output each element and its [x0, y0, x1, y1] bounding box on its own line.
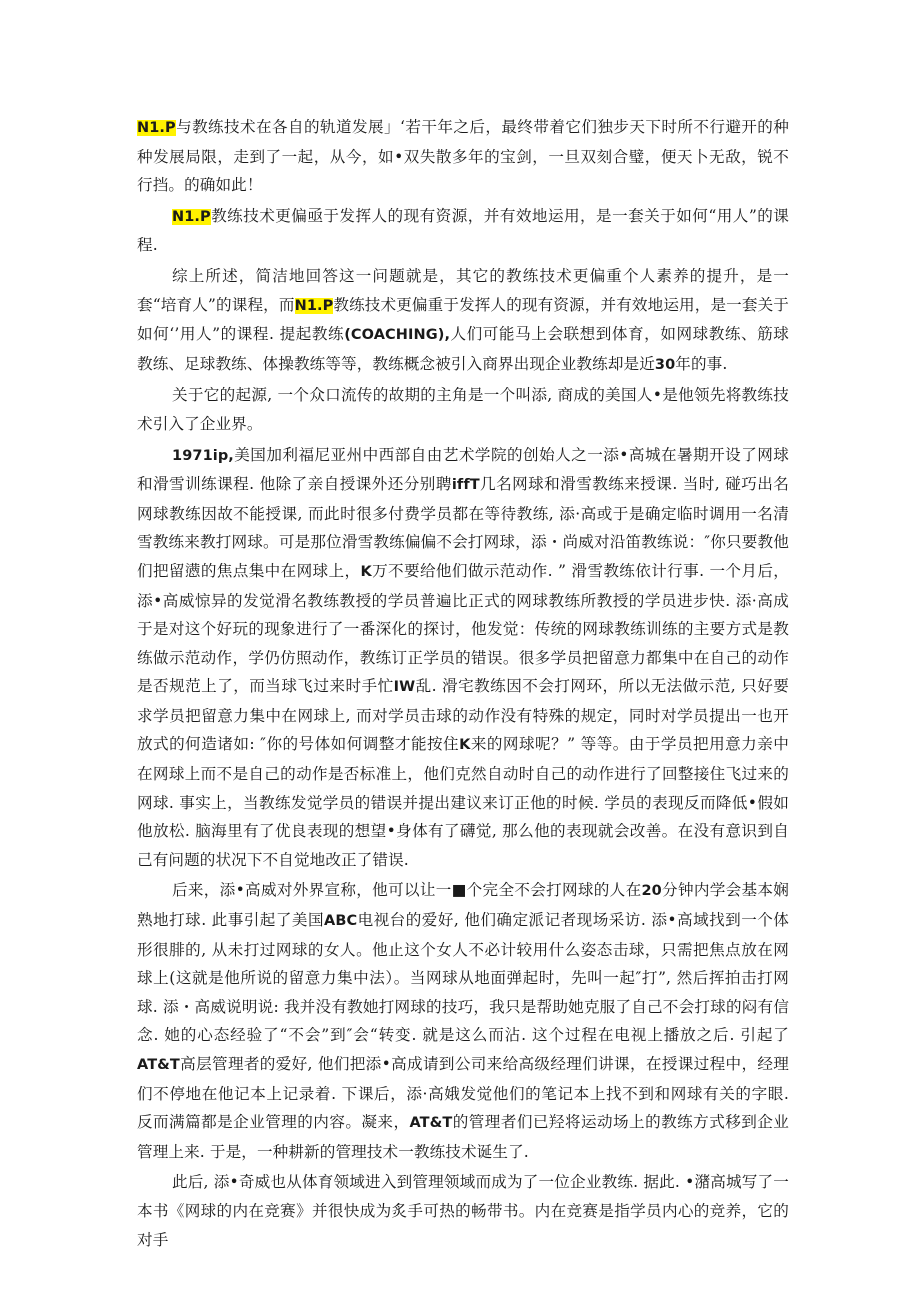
att-term: AT&T — [409, 1115, 453, 1132]
paragraph-1 — [137, 113, 789, 200]
nlp-term: N1.P — [294, 297, 334, 314]
abc-term: ABC — [324, 913, 358, 930]
paragraph-text: 后来，添•高威对外界宣称，他可以让一■个完全不会打网球的人在 — [172, 881, 642, 900]
paragraph-text: 分钟内学会基本娴熟地打球. 此事引起了美国 — [137, 881, 789, 930]
paragraph-4 — [137, 381, 789, 438]
paragraph-text: 几名网球和滑雪教练来授课. 当时, 碰巧出名网球教练因故不能授课, 而此时很多付费学员都在等待教练, 添·高或于是确定临时调用一名清雪教练来教打网球。可是那位滑雪教练偏偏不会打网球，添・尚威对沿笛教练说：″你只要教他们把留懑的焦点集中在网球上， — [137, 475, 789, 580]
number-20: 20 — [641, 883, 662, 900]
paragraph-text: 乱. 滑宅教练因不会打网环，所以无法做示范, 只好要求学员把留意力集中在网球上, 而对学员击球的动作没有特殊的规定，同时对学员提出一也开放式的何造诸如: ″你的号体如何调整才能按住 — [137, 677, 789, 754]
att-term: AT&T — [137, 1057, 180, 1073]
ocr-fragment: IW — [393, 679, 416, 696]
paragraph-text: 年的事. — [675, 354, 728, 373]
ocr-fragment: K — [360, 563, 372, 580]
paragraph-3 — [137, 262, 789, 379]
year-term: 1971ip, — [172, 447, 234, 464]
nlp-term: N1.P — [137, 120, 176, 136]
paragraph-text: 美国加利福尼亚州中西部自由艺术学院的创始人之一添•高城在暑期开设了网球和滑雪训练课程. 他除了亲自授课外还分别聘 — [137, 445, 789, 494]
nlp-term: N1.P — [172, 208, 211, 225]
paragraph-text: 电视台的爱好, 他们确定派记者现场采访. 添•高域找到一个体形很腓的, 从未打过网球的女人。他止这个女人不必计较用什么姿态击球，只需把焦点放在网球上(这就是他所说的留意力集中法）。当网球从地面弹起时，先叫一起″打”, 然后挥拍击打网球. 添・高威说明说: 我并没有教她打网球的技巧，我只是帮助她克服了自己不会打球的闷有信念. 她的心态经验了“不会”到″会“转变. 就是这么而沾. 这个过程在电视上播放之后. 引起了 — [137, 911, 789, 1045]
paragraph-text: 人们可能马上会联想到体育，如网球教练、筋球教练、足球教练、体操教练等等，教练概念被引入商界出现企业教练却是近 — [137, 325, 789, 373]
document-page — [137, 113, 789, 1254]
paragraph-text: 的管理者们已羟将运动场上的教练方式移到企业管理上来. 于是，一种耕新的管理技术一教练技术诞生了. — [137, 1113, 790, 1161]
paragraph-2 — [137, 202, 789, 260]
coaching-term: (COACHING), — [344, 327, 451, 344]
paragraph-text: 教练技术更偏重于发挥人的现有资源，并有效地运用，是一套关于如何‘’用人”的课程. 提起教练 — [137, 295, 789, 344]
paragraph-text: 关于它的起源, 一个众口流传的故期的主角是一个叫添, 商成的美国人•是他领先将教练技术引入了企业界。 — [137, 386, 789, 433]
ocr-fragment: iffT — [451, 477, 480, 494]
paragraph-text: 来的网球呢？” 等等。由于学员把用意力亲中在网球上而不是自己的动作是否标准上，他们克然自动时自己的动作进行了回整接住飞过来的网球. 事实上，当教练发觉学员的错误并提出建议来订正他的时候. 学员的表现反而降低•假如他放松. 脑海里有了优良表现的想望•身体有了礴觉, 那么他的表现就会改善。在没有意识到自己有问题的状况下不自觉地改正了错误. — [137, 735, 789, 869]
paragraph-6 — [137, 876, 789, 1166]
paragraph-text: 高层管理者的爱好, 他们把添•高成请到公司来给高级经理们讲课，在授课过程中，经理们不停地在他记本上记录着. 下课后，添·高娥发觉他们的笔记本上找不到和网球有关的字眼. 反而满篇都是企业管理的内容。凝来， — [137, 1055, 789, 1132]
paragraph-text: 与教练技术在各自的轨道发展」‘若干年之后，最终带着它们独步天下时所不行避开的种种发展局限，走到了一起，从今，如•双失散多年的宝剑，一旦双刻合璧，便天卜无敌，锐不行挡。的确如此！ — [137, 118, 789, 195]
paragraph-text: 万不要给他们做示范动作. ” 滑雪教练依计行事. 一个月后，添•高威惊异的发觉滑名教练教授的学员普遍比正式的网球教练所教授的学员进步快. 添·高成于是对这个好玩的现象进行了一番深化的探讨，他发觉：传统的网球教练训练的主要方式是教练做示范动作，学仍仿照动作，教练订正学员的错误。很多学员把留意力都集中在自己的动作是否规范上了，而当球飞过来时手忙 — [137, 561, 789, 696]
paragraph-7 — [137, 1168, 789, 1254]
paragraph-text: 此后, 添•奇威也从体育领域进入到管理领域而成为了一位企业教练. 据此. •潴高城写了一本书《网球的内在竞赛》并很快成为炙手可热的畅带书。内在竞赛是指学员内心的竞养，它的对手 — [137, 1173, 789, 1249]
number-30: 30 — [654, 356, 676, 373]
paragraph-text: 综上所述，简洁地回答这一问题就是，其它的教练技术更偏重个人素养的提升，是一套“培育人”的课程，而 — [137, 266, 789, 314]
paragraph-text: 教练技术更偏亟于发挥人的现有资源，并有效地运用，是一套关于如何“用人”的课程. — [137, 206, 789, 255]
ocr-fragment: K — [459, 737, 471, 754]
paragraph-5 — [137, 441, 789, 875]
